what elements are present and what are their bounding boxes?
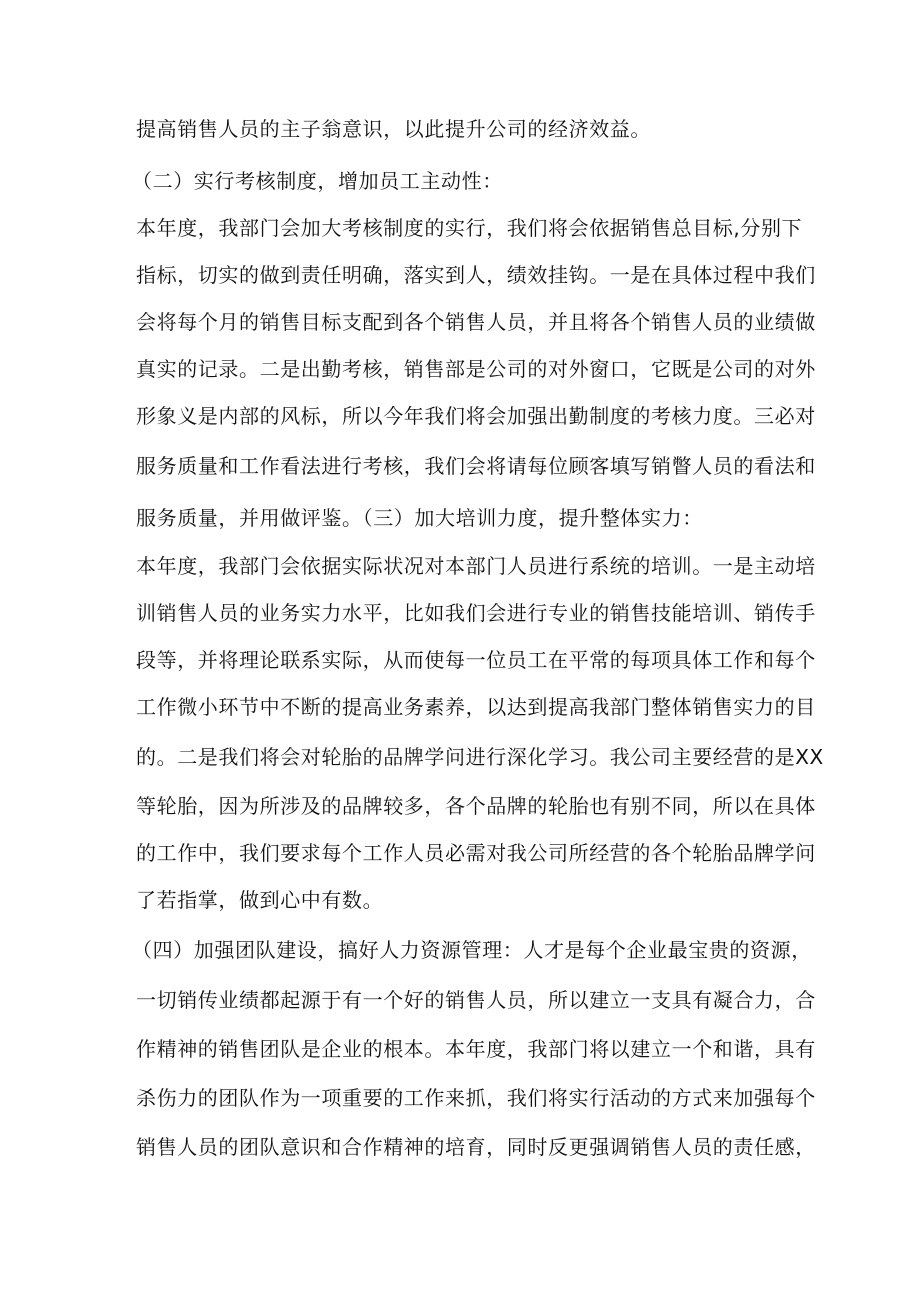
text-line: 的工作中，我们要求每个工作人员必需对我公司所经营的各个轮胎品牌学问 xyxy=(136,841,816,865)
text-line: 提高销售人员的主子翁意识，以此提升公司的经济效益。 xyxy=(136,117,651,141)
text-line: 训销售人员的业务实力水平，比如我们会进行专业的销售技能培训、销传手 xyxy=(136,601,816,625)
text-line: 服务质量和工作看法进行考核，我们会将请每位顾客填写销瞥人员的看法和 xyxy=(136,454,816,478)
text-line: 杀伤力的团队作为一项重要的工作来抓，我们将实行活动的方式来加强每个 xyxy=(136,1086,816,1110)
text-line: 形象义是内部的风标，所以今年我们将会加强出勤制度的考核力度。三必对 xyxy=(136,404,816,428)
text-line: 工作微小环节中不断的提高业务素养，以达到提高我部门整体销售实力的目 xyxy=(136,695,816,719)
text-line: 的。二是我们将会对轮胎的品牌学问进行深化学习。我公司主要经营的是XX xyxy=(136,745,824,769)
text-line: 作精神的销售团队是企业的根本。本年度，我部门将以建立一个和谐，具有 xyxy=(136,1037,816,1061)
text-line: 销售人员的团队意识和合作精神的培育，同时反更强调销售人员的责任感， xyxy=(136,1135,816,1159)
text-line: 真实的记录。二是出勤考核，销售部是公司的对外窗口，它既是公司的对外 xyxy=(136,357,816,381)
text-line: 了若指掌，做到心中有数。 xyxy=(136,888,384,912)
text-line: 本年度，我部门会加大考核制度的实行，我们将会依据销售总目标,分别下 xyxy=(136,216,803,240)
text-line: 一切销传业绩都起源于有一个好的销售人员，所以建立一支具有凝合力，合 xyxy=(136,988,816,1012)
text-line: 本年度，我部门会依据实际状况对本部门人员进行系统的培训。一是主动培 xyxy=(136,554,816,578)
text-line: 段等，并将理论联系实际，从而使每一位员工在平常的每项具体工作和每个 xyxy=(136,648,816,672)
text-line: 会将每个月的销售目标支配到各个销售人员，并且将各个销售人员的业绩做 xyxy=(136,310,816,334)
text-line: 指标，切实的做到责任明确，落实到人，绩效挂钩。一是在具体过程中我们 xyxy=(136,263,816,287)
text-line: 等轮胎，因为所涉及的品牌较多，各个品牌的轮胎也有别不同，所以在具体 xyxy=(136,794,816,818)
section-heading-4: （四）加强团队建设，搞好人力资源管理：人才是每个企业最宝贵的资源， xyxy=(132,938,812,962)
text-line: 服务质量，并用做评鉴。（三）加大培训力度，提升整体实力： xyxy=(136,506,703,530)
section-heading-2: （二）实行考核制度，增加员工主动性： xyxy=(132,169,503,193)
